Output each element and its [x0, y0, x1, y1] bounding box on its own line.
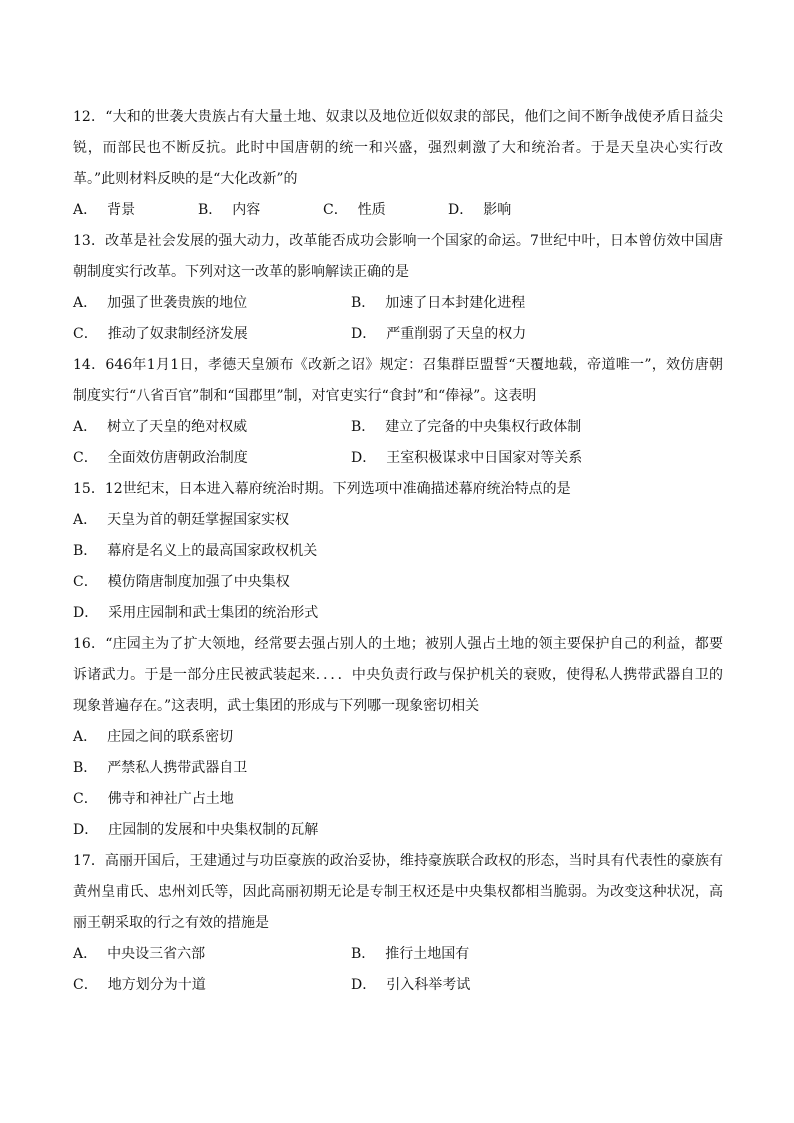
option-letter: C． [73, 326, 98, 342]
option-text: 引入科举考试 [386, 977, 471, 993]
option-text: 加强了世袭贵族的地位 [107, 295, 248, 311]
option-c [73, 784, 723, 815]
option-letter: A． [73, 729, 98, 745]
option-row [73, 443, 723, 474]
option-b [351, 412, 629, 443]
option-b [351, 288, 629, 319]
option-row [73, 753, 723, 784]
option-text: 加速了日本封建化进程 [385, 295, 526, 311]
option-b [73, 753, 723, 784]
option-letter: B． [351, 419, 376, 435]
option-letter: B． [351, 295, 376, 311]
option-letter: C． [73, 450, 98, 466]
option-letter: C． [73, 574, 98, 590]
question-14 [73, 350, 723, 474]
option-letter: C． [73, 977, 98, 993]
option-text: 建立了完备的中央集权行政体制 [385, 419, 582, 435]
option-text: 推行土地国有 [385, 946, 470, 962]
option-text: 严重削弱了天皇的权力 [386, 326, 527, 342]
option-text: 地方划分为十道 [107, 977, 206, 993]
option-text: 树立了天皇的绝对权威 [107, 419, 248, 435]
option-row [73, 598, 723, 629]
option-d [448, 195, 573, 226]
option-text: 庄园制的发展和中央集权制的瓦解 [108, 822, 319, 838]
option-letter: D． [73, 605, 99, 621]
option-d [351, 319, 629, 350]
option-row [73, 970, 723, 1001]
option-letter: D． [351, 326, 377, 342]
question-stem: 15．12世纪末，日本进入幕府统治时期。下列选项中准确描述幕府统治特点的是 [73, 481, 571, 497]
option-c [323, 195, 448, 226]
question-13 [73, 226, 723, 350]
option-text: 幕府是名义上的最高国家政权机关 [107, 543, 318, 559]
option-text: 全面效仿唐朝政治制度 [107, 450, 248, 466]
option-row [73, 412, 723, 443]
question-stem: 14．646年1月1日，孝德天皇颁布《改新之诏》规定：召集群臣盟誓“天覆地载，帝道唯一”，效仿唐朝制度实行“八省百官”制和“国郡里”制，对官吏实行“食封”和“俸禄”。这表明 [73, 357, 723, 404]
option-d [73, 598, 723, 629]
question-15 [73, 474, 723, 629]
option-text: 佛寺和神社广占土地 [107, 791, 234, 807]
option-text: 中央设三省六部 [107, 946, 206, 962]
option-row [73, 567, 723, 598]
option-text: 天皇为首的朝廷掌握国家实权 [107, 512, 290, 528]
option-b [198, 195, 323, 226]
option-d [73, 815, 723, 846]
option-text: 性质 [357, 202, 386, 218]
option-d [351, 970, 629, 1001]
option-letter: B． [73, 543, 98, 559]
option-text: 庄园之间的联系密切 [107, 729, 234, 745]
option-text: 影响 [483, 202, 512, 218]
option-c [73, 567, 723, 598]
option-a [73, 505, 723, 536]
option-row [73, 288, 723, 319]
option-letter: A． [73, 946, 98, 962]
option-letter: C． [323, 202, 348, 218]
option-letter: D． [351, 450, 377, 466]
question-stem: 12．“大和的世袭大贵族占有大量土地、奴隶以及地位近似奴隶的部民，他们之间不断争战使矛盾日益尖锐，而部民也不断反抗。此时中国唐朝的统一和兴盛，强烈刺激了大和统治者。于是天皇决心实行改革。”此则材料反映的是“大化改新”的 [73, 109, 723, 187]
option-text: 采用庄园制和武士集团的统治形式 [108, 605, 319, 621]
question-stem: 17．高丽开国后，王建通过与功臣豪族的政治妥协，维持豪族联合政权的形态，当时具有代表性的豪族有黄州皇甫氏、忠州刘氏等，因此高丽初期无论是专制王权还是中央集权都相当脆弱。为改变这种状况，高丽王朝采取的行之有效的措施是 [73, 853, 723, 931]
option-letter: C． [73, 791, 98, 807]
option-c [73, 443, 351, 474]
option-letter: A． [73, 419, 98, 435]
option-row [73, 784, 723, 815]
option-letter: A． [73, 202, 98, 218]
option-c [73, 319, 351, 350]
option-text: 严禁私人携带武器自卫 [107, 760, 248, 776]
option-a [73, 722, 723, 753]
option-letter: A． [73, 512, 98, 528]
option-a [73, 939, 351, 970]
option-letter: B． [351, 946, 376, 962]
option-letter: B． [73, 760, 98, 776]
option-b [73, 536, 723, 567]
option-text: 推动了奴隶制经济发展 [107, 326, 248, 342]
option-row [73, 195, 723, 226]
option-letter: A． [73, 295, 98, 311]
option-a [73, 412, 351, 443]
exam-page [73, 102, 723, 1001]
option-row [73, 536, 723, 567]
option-letter: B． [198, 202, 223, 218]
option-row [73, 319, 723, 350]
option-row [73, 815, 723, 846]
option-a [73, 288, 351, 319]
option-letter: D． [73, 822, 99, 838]
option-b [351, 939, 629, 970]
option-text: 模仿隋唐制度加强了中央集权 [107, 574, 290, 590]
option-d [351, 443, 629, 474]
option-text: 内容 [232, 202, 261, 218]
question-stem: 16．“庄园主为了扩大领地，经常要去强占别人的土地；被别人强占土地的领主要保护自己的利益，都要诉诸武力。于是一部分庄民被武装起来．．．．中央负责行政与保护机关的衰败，使得私人携带武器自卫的现象普遍存在。”这表明，武士集团的形成与下列哪一现象密切相关 [73, 636, 723, 714]
option-c [73, 970, 351, 1001]
question-17 [73, 846, 723, 1001]
option-row [73, 505, 723, 536]
option-row [73, 722, 723, 753]
question-12 [73, 102, 723, 226]
option-row [73, 939, 723, 970]
option-letter: D． [351, 977, 377, 993]
option-letter: D． [448, 202, 474, 218]
option-text: 背景 [107, 202, 136, 218]
option-a [73, 195, 198, 226]
option-text: 王室积极谋求中日国家对等关系 [386, 450, 583, 466]
question-stem: 13．改革是社会发展的强大动力，改革能否成功会影响一个国家的命运。7世纪中叶，日本曾仿效中国唐朝制度实行改革。下列对这一改革的影响解读正确的是 [73, 233, 723, 280]
question-16 [73, 629, 723, 846]
